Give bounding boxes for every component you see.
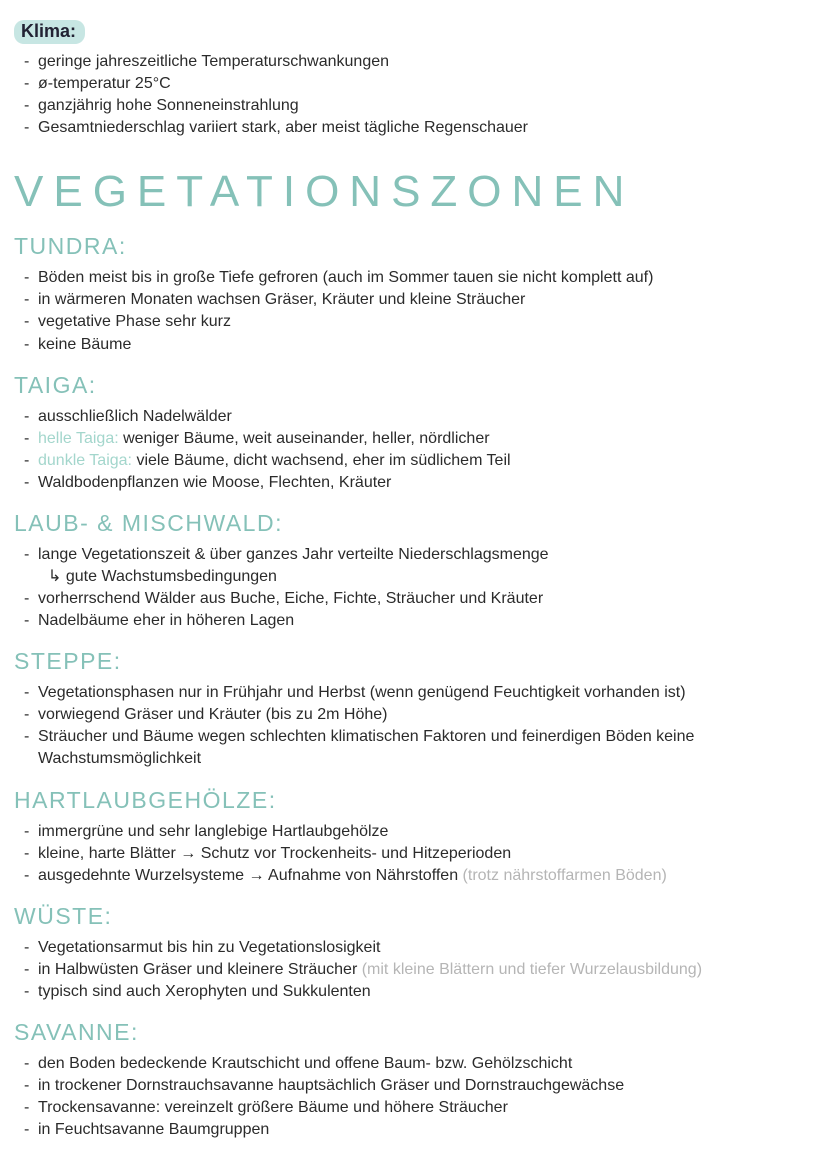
list-item — [24, 289, 812, 311]
bullet-dash: - — [24, 1121, 30, 1139]
klima-list — [14, 51, 812, 139]
bullet-text: Waldbodenpflanzen wie Moose, Flechten, Kräuter — [38, 473, 392, 491]
bullet-text: Gesamtniederschlag variiert stark, aber meist tägliche Regenschauer — [38, 119, 529, 137]
section-list — [14, 406, 812, 494]
section-title: SAVANNE: — [14, 1019, 139, 1046]
bullet-text: Sträucher und Bäume wegen schlechten klimatischen Faktoren und feinerdigen Böden keine Wachstumsmöglichkeit — [38, 728, 695, 768]
section-taiga — [14, 372, 812, 494]
bullet-text: in Feuchtsavanne Baumgruppen — [38, 1121, 270, 1139]
section-hartlaubgehoelze — [14, 787, 812, 887]
bullet-text: Trockensavanne: vereinzelt größere Bäume und höhere Sträucher — [38, 1099, 508, 1117]
bullet-dash: - — [24, 291, 30, 309]
bullet-text: helle Taiga: weniger Bäume, weit auseinander, heller, nördlicher — [38, 429, 490, 447]
bullet-text: vegetative Phase sehr kurz — [38, 313, 231, 331]
bullet-text: ↳ gute Wachstumsbedingungen — [48, 568, 277, 586]
bullet-dash: - — [24, 684, 30, 702]
bullet-dash: - — [24, 545, 30, 563]
list-item — [24, 1097, 812, 1119]
bullet-dash: - — [24, 844, 30, 862]
bullet-text: ganzjährig hohe Sonneneinstrahlung — [38, 97, 299, 115]
list-item — [24, 726, 812, 770]
section-savanne — [14, 1019, 812, 1141]
list-item — [24, 981, 812, 1003]
bullet-dash: - — [24, 335, 30, 353]
bullet-dash: - — [24, 53, 30, 70]
bullet-dash: - — [24, 1055, 30, 1073]
bullet-text: vorherrschend Wälder aus Buche, Eiche, Fichte, Sträucher und Kräuter — [38, 590, 544, 608]
bullet-dash: - — [24, 429, 30, 447]
list-item — [24, 95, 812, 117]
section-wueste — [14, 903, 812, 1003]
bullet-text: ausgedehnte Wurzelsysteme → Aufnahme von Nährstoffen (trotz nährstoffarmen Böden) — [38, 866, 667, 884]
section-list — [14, 821, 812, 887]
bullet-dash: - — [24, 75, 30, 93]
section-list — [14, 544, 812, 632]
bullet-text: in wärmeren Monaten wachsen Gräser, Kräuter und kleine Sträucher — [38, 291, 526, 309]
list-item — [24, 544, 812, 566]
bullet-dash: - — [24, 982, 30, 1000]
page-title: VEGETATIONSZONEN — [14, 167, 635, 217]
list-item — [24, 406, 812, 428]
section-title: WÜSTE: — [14, 902, 113, 929]
bullet-text: den Boden bedeckende Krautschicht und offene Baum- bzw. Gehölzschicht — [38, 1055, 573, 1073]
bullet-text: Böden meist bis in große Tiefe gefroren (auch im Sommer tauen sie nicht komplett auf) — [38, 269, 654, 287]
list-item — [24, 610, 812, 632]
bullet-text: dunkle Taiga: viele Bäume, dicht wachsend, eher im südlichem Teil — [38, 451, 511, 469]
bullet-dash: - — [24, 1077, 30, 1095]
bullet-dash: - — [24, 269, 30, 287]
list-item — [24, 865, 812, 887]
list-item — [24, 821, 812, 843]
bullet-dash: - — [24, 451, 30, 469]
section-list — [14, 937, 812, 1003]
bullet-dash: - — [24, 590, 30, 608]
bullet-dash: - — [24, 473, 30, 491]
section-title: STEPPE: — [14, 648, 122, 675]
bullet-text: keine Bäume — [38, 335, 132, 353]
bullet-dash: - — [24, 728, 30, 746]
bullet-text: ausschließlich Nadelwälder — [38, 407, 232, 425]
list-item — [24, 588, 812, 610]
list-item — [24, 450, 812, 472]
section-laub-mischwald — [14, 510, 812, 632]
bullet-dash: - — [24, 938, 30, 956]
section-title: TAIGA: — [14, 371, 97, 398]
bullet-text: kleine, harte Blätter → Schutz vor Trockenheits- und Hitzeperioden — [38, 844, 512, 862]
bullet-text: in trockener Dornstrauchsavanne hauptsächlich Gräser und Dornstrauchgewächse — [38, 1077, 625, 1095]
sections-container — [14, 233, 812, 1141]
section-tundra — [14, 233, 812, 355]
bullet-dash: - — [24, 960, 30, 978]
list-item — [24, 1053, 812, 1075]
section-list — [14, 1053, 812, 1141]
list-item — [24, 682, 812, 704]
list-item — [24, 117, 812, 139]
list-item — [24, 1075, 812, 1097]
section-title: HARTLAUBGEHÖLZE: — [14, 786, 277, 813]
list-item — [24, 428, 812, 450]
bullet-text: lange Vegetationszeit & über ganzes Jahr verteilte Niederschlagsmenge — [38, 545, 549, 563]
bullet-dash: - — [24, 866, 30, 884]
list-item — [24, 472, 812, 494]
bullet-dash: - — [24, 97, 30, 115]
bullet-dash: - — [24, 822, 30, 840]
list-item — [24, 73, 812, 95]
bullet-text: Nadelbäume eher in höheren Lagen — [38, 612, 295, 630]
bullet-dash: - — [24, 407, 30, 425]
list-item — [24, 334, 812, 356]
section-title: LAUB- & MISCHWALD: — [14, 509, 283, 536]
bullet-text: vorwiegend Gräser und Kräuter (bis zu 2m Höhe) — [38, 706, 388, 724]
bullet-text: geringe jahreszeitliche Temperaturschwankungen — [38, 53, 390, 70]
klima-heading: Klima: — [14, 20, 85, 44]
section-list — [14, 682, 812, 770]
list-item — [24, 267, 812, 289]
bullet-dash: - — [24, 119, 30, 137]
list-item — [24, 959, 812, 981]
bullet-dash: - — [24, 313, 30, 331]
bullet-text: typisch sind auch Xerophyten und Sukkulenten — [38, 982, 371, 1000]
bullet-text: in Halbwüsten Gräser und kleinere Sträucher (mit kleine Blättern und tiefer Wurzelausbildung) — [38, 960, 703, 978]
bullet-text: ø-temperatur 25°C — [38, 75, 171, 93]
bullet-dash: - — [24, 1099, 30, 1117]
klima-heading-row — [14, 20, 812, 44]
bullet-text: Vegetationsarmut bis hin zu Vegetationslosigkeit — [38, 938, 381, 956]
section-steppe — [14, 648, 812, 770]
list-item — [24, 937, 812, 959]
list-item — [24, 843, 812, 865]
bullet-dash: - — [24, 706, 30, 724]
list-item — [24, 1119, 812, 1141]
sub-line — [24, 566, 812, 588]
list-item — [24, 704, 812, 726]
section-title: TUNDRA: — [14, 233, 127, 260]
list-item — [24, 51, 812, 73]
list-item — [24, 311, 812, 333]
bullet-text: Vegetationsphasen nur in Frühjahr und Herbst (wenn genügend Feuchtigkeit vorhanden ist) — [38, 684, 686, 702]
section-list — [14, 267, 812, 355]
bullet-text: immergrüne und sehr langlebige Hartlaubgehölze — [38, 822, 389, 840]
bullet-dash: - — [24, 612, 30, 630]
